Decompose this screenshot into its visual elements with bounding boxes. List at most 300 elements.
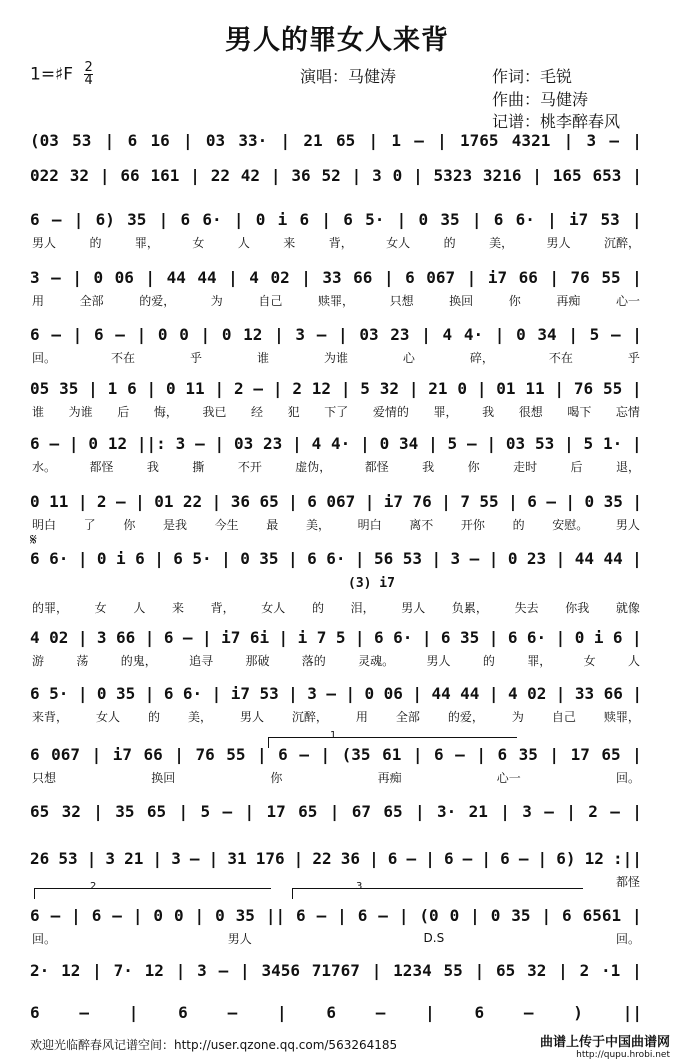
note-group: 6 [405, 267, 415, 287]
note-group: – [316, 905, 327, 925]
note-group: 6· [49, 548, 69, 568]
barline: | [354, 627, 365, 647]
barline: | [280, 130, 291, 150]
note-group: – [378, 905, 388, 925]
note-group: (03 [30, 130, 59, 150]
staff-system [30, 846, 642, 889]
note-group: 0 [364, 683, 375, 703]
note-group: 65 [298, 801, 318, 821]
barline: | [88, 378, 98, 398]
lyric-word: 不在 [110, 350, 135, 365]
barline: | [190, 165, 200, 185]
barline: | [549, 267, 560, 287]
note-group: 5· [192, 548, 212, 568]
note-group: 23 [263, 433, 283, 453]
note-group: 6· [326, 548, 346, 568]
barline: | [214, 433, 225, 453]
note-group: 0 [153, 905, 164, 925]
staff-system [30, 489, 642, 532]
watermark-site-name: 曲谱上传于中国曲谱网 [539, 1035, 670, 1050]
note-group: 6 [374, 627, 384, 647]
barline: | [632, 744, 642, 764]
note-group: 55 [443, 960, 463, 980]
note-group: – [610, 801, 620, 821]
barline: | [471, 209, 482, 229]
barline: | [154, 548, 164, 568]
lyric-word: 心一 [615, 293, 640, 308]
barline: | [351, 165, 362, 185]
note-group: 176 [255, 848, 285, 868]
lyric-word: 都怪 [89, 459, 114, 474]
barline: | [564, 433, 574, 453]
note-group: – [406, 848, 417, 868]
note-group: 6561 [582, 905, 622, 925]
note-group: 02 [270, 267, 290, 287]
note-group: 17 [266, 801, 286, 821]
lyric-word: 罪， [134, 235, 159, 250]
note-group: 4· [463, 324, 484, 344]
lyric-word: 开你 [460, 517, 485, 532]
barline: | [412, 683, 422, 703]
staff-system [30, 742, 642, 785]
note-group: 653 [592, 165, 622, 185]
lyricist-credit: 作词：毛锐 [492, 67, 573, 86]
barline: | [632, 433, 642, 453]
note-group: 3 [586, 130, 597, 150]
note-group: – [299, 744, 309, 764]
notation-line [30, 846, 642, 870]
lyric-word: 人 [237, 235, 250, 250]
note-group: 0 [516, 324, 526, 344]
barline: | [329, 801, 340, 821]
staff-system [30, 681, 642, 724]
barline: | [421, 324, 431, 344]
note-group: 12 [584, 848, 604, 868]
barline: | [93, 801, 103, 821]
barline: | [568, 324, 578, 344]
lyric-word: 泪， [350, 600, 375, 615]
note-group: 53 [600, 209, 620, 229]
note-group: 34 [537, 324, 557, 344]
alternate-notes: (3) i7 [348, 576, 395, 591]
note-group: 6) [556, 848, 576, 868]
note-group: – [462, 848, 473, 868]
lyric-word: 来 [171, 600, 184, 615]
barline: | [632, 548, 642, 568]
singer-credit: 演唱：马健涛 [300, 67, 397, 86]
lyric-word: 背， [328, 235, 353, 250]
note-group: 32 [61, 801, 81, 821]
lyric-word: 追寻 [189, 653, 214, 668]
note-group: 55 [601, 267, 621, 287]
barline: | [563, 130, 574, 150]
note-group: 5· [49, 683, 69, 703]
barline: | [293, 848, 304, 868]
barline: | [494, 324, 505, 344]
lyric-word: 的 [443, 235, 456, 250]
barline: | [368, 130, 379, 150]
note-group: 2 [579, 960, 590, 980]
note-group: 0 [457, 378, 467, 398]
lyric-word: 美， [187, 709, 212, 724]
lyric-word: 落的 [301, 653, 326, 668]
note-group: 1234 [393, 960, 432, 980]
note-group: – [610, 324, 621, 344]
time-bottom: 4 [84, 73, 93, 88]
barline: | [132, 905, 143, 925]
barline: | [128, 1002, 139, 1022]
lyric-word: 的 [482, 653, 495, 668]
note-group: 6 [507, 627, 518, 647]
note-group: 61 [382, 744, 402, 764]
note-group: 44 [603, 548, 623, 568]
note-group: 33 [322, 267, 342, 287]
note-group: 6· [393, 627, 413, 647]
barline: | [146, 378, 157, 398]
lyric-word: 沉醉， [291, 709, 328, 724]
note-group: 7 [460, 491, 470, 511]
note-group: 4 [311, 433, 322, 453]
note-group: 6 [178, 1002, 188, 1022]
lyric-word: 来背， [32, 709, 69, 724]
lyric-word: 换回 [151, 770, 176, 785]
note-group: 65 [335, 130, 356, 150]
lyric-word: 我 [146, 459, 159, 474]
barline: | [431, 548, 442, 568]
barline: || [265, 905, 286, 925]
barline: | [91, 744, 102, 764]
barline: | [276, 1002, 287, 1022]
note-group: 65 [30, 801, 50, 821]
note-group: 44 [574, 548, 594, 568]
note-group: 0 [221, 324, 232, 344]
lyric-word: 悔， [153, 404, 178, 419]
lyric-word: 经 [251, 404, 264, 419]
note-group: 7· [113, 960, 133, 980]
lyric-word: 男人 [546, 235, 571, 250]
barline: | [532, 165, 542, 185]
note-group: 53 [259, 683, 279, 703]
transcriber-credit: 记谱：桃李醉春风 [492, 112, 621, 131]
note-group: 6 [493, 209, 504, 229]
note-group: 35 [460, 627, 480, 647]
note-group: 11 [525, 378, 545, 398]
note-group: 6 [278, 744, 288, 764]
lyric-word: 很想 [518, 404, 543, 419]
lyric-word: 男人 [426, 653, 451, 668]
staff-system [30, 163, 642, 203]
lyric-word: 爱情的 [372, 404, 409, 419]
note-group: 6 [30, 683, 40, 703]
note-group: – [112, 905, 122, 925]
note-group: 36 [340, 848, 360, 868]
note-group: – [467, 433, 477, 453]
barline: | [337, 905, 347, 925]
lyric-word: 明白 [357, 517, 382, 532]
note-group: 31 [227, 848, 247, 868]
note-group: 16 [150, 130, 170, 150]
lyric-word: 离不 [409, 517, 434, 532]
volta-number-1: 1 [330, 730, 337, 741]
note-group: 3 [175, 433, 186, 453]
note-group: – [375, 1002, 386, 1022]
barline: | [145, 267, 156, 287]
note-group: 6 [135, 548, 145, 568]
note-group: 71767 [311, 960, 360, 980]
barline: | [144, 627, 155, 647]
note-group: 6 [127, 378, 137, 398]
notation-line [30, 376, 642, 400]
barline: | [470, 905, 480, 925]
barline: | [211, 491, 222, 511]
notation-line [30, 431, 642, 455]
note-group: 1765 [460, 130, 499, 150]
footer-blog-link[interactable]: 欢迎光临醉春风记谱空间：http://user.qzone.qq.com/563264185 [30, 1038, 398, 1052]
barline: | [508, 491, 518, 511]
lyric-word: 我已 [202, 404, 227, 419]
barline: | [182, 130, 193, 150]
note-group: – [253, 378, 264, 398]
barline: | [632, 209, 642, 229]
note-group: 35 [518, 744, 538, 764]
lyric-word: 犯 [287, 404, 300, 419]
lyric-word: 了 [83, 517, 96, 532]
note-group: 35 [115, 801, 135, 821]
note-group: 11 [185, 378, 205, 398]
barline: | [441, 491, 451, 511]
note-group: 35 [440, 209, 460, 229]
note-group: 44 [460, 683, 480, 703]
note-group: 6 [30, 744, 40, 764]
lyric-word: 下了 [324, 404, 349, 419]
note-group: 6 [91, 905, 102, 925]
barline: | [99, 165, 110, 185]
lyric-word: 的鬼， [120, 653, 157, 668]
lyric-word: 背， [210, 600, 235, 615]
barline: | [288, 491, 298, 511]
note-group: 6 [497, 744, 508, 764]
barline: | [77, 491, 88, 511]
barline: | [257, 744, 267, 764]
note-group: i [116, 548, 126, 568]
lyric-word: 后 [570, 459, 583, 474]
segno-sign: 𝄋 [30, 530, 37, 549]
barline: | [632, 905, 642, 925]
note-group: 6 [163, 627, 174, 647]
barline: | [194, 905, 205, 925]
note-group: 0 [215, 905, 225, 925]
staff-system [30, 376, 642, 419]
note-group: 55 [226, 744, 246, 764]
note-group: 23 [526, 548, 547, 568]
note-group: – [227, 1002, 238, 1022]
note-group: 3 [197, 960, 207, 980]
barline: | [77, 548, 88, 568]
notation-line [30, 903, 642, 927]
note-group: 3 [307, 683, 317, 703]
lyric-word: 女人 [95, 709, 120, 724]
note-group: 65 [146, 801, 167, 821]
note-group: – [50, 905, 61, 925]
lyric-word: 女 [192, 235, 205, 250]
note-group: 32 [379, 378, 400, 398]
volta-bracket-1 [268, 737, 517, 748]
note-group: 33· [238, 130, 268, 150]
note-group: 21 [124, 848, 144, 868]
lyric-word: 的罪， [32, 600, 69, 615]
note-group: – [316, 324, 327, 344]
barline: | [632, 165, 642, 185]
note-group: 6 [434, 744, 444, 764]
note-group: 2 [292, 378, 302, 398]
lyric-word: 的爱， [447, 709, 484, 724]
note-group: 12 [243, 324, 263, 344]
barline: || [622, 1002, 642, 1022]
note-group: 0 [379, 433, 390, 453]
barline: | [152, 848, 163, 868]
note-group: 2· [30, 960, 50, 980]
note-group: 3 [105, 848, 116, 868]
lyric-word: 男人 [615, 517, 640, 532]
lyric-word: 回。 [615, 770, 640, 785]
note-group: 6 [387, 848, 398, 868]
note-group: – [51, 267, 61, 287]
staff-system [30, 431, 642, 474]
note-group: 5 [447, 433, 458, 453]
barline: | [413, 165, 423, 185]
barline: | [340, 378, 351, 398]
lyric-word: 自己 [258, 293, 283, 308]
lyric-word: 全部 [395, 709, 420, 724]
lyric-word: 撕 [192, 459, 205, 474]
note-group: ·1 [601, 960, 621, 980]
note-group: 6 [30, 548, 40, 568]
note-group: 2 [96, 491, 107, 511]
notation-line [30, 625, 642, 649]
note-group: 35 [59, 378, 79, 398]
lyric-word: 人 [627, 653, 640, 668]
note-group: 76 [570, 267, 590, 287]
note-group: 6 [307, 548, 317, 568]
staff-system [30, 128, 642, 168]
lyric-word: 为 [511, 709, 524, 724]
lyric-word: 赎罪， [317, 293, 354, 308]
note-group: 42 [240, 165, 261, 185]
lyric-word: D.S [423, 931, 445, 945]
note-group: 03 [233, 433, 254, 453]
note-group: – [218, 960, 229, 980]
note-group: 03 [205, 130, 226, 150]
note-group: 6· [202, 209, 222, 229]
note-group: 6 [30, 209, 40, 229]
note-group: 56 [374, 548, 394, 568]
note-group: 0 [449, 905, 460, 925]
note-group: 0 [418, 209, 429, 229]
lyric-word: 男人 [227, 931, 252, 946]
note-group: 3 [171, 848, 181, 868]
lyric-word: 心一 [496, 770, 521, 785]
note-group: – [182, 627, 193, 647]
barline: | [228, 267, 238, 287]
barline: | [500, 801, 510, 821]
barline: | [632, 491, 642, 511]
note-group: 55 [479, 491, 499, 511]
lyric-word: 游 [32, 653, 45, 668]
lyric-word: 最 [266, 517, 279, 532]
lyric-word: 罪， [527, 653, 552, 668]
barline: | [428, 433, 438, 453]
note-group: 0 [574, 627, 585, 647]
note-group: 21 [468, 801, 488, 821]
notation-line [30, 128, 642, 152]
lyric-word: 女人 [261, 600, 286, 615]
barline: | [415, 801, 425, 821]
note-group: – [455, 744, 465, 764]
note-group: – [326, 683, 336, 703]
lyric-word: 今生 [214, 517, 239, 532]
lyric-word: 你 [508, 293, 521, 308]
note-group: – [414, 130, 424, 150]
note-group: 6 [440, 627, 451, 647]
note-group: 0 [173, 905, 184, 925]
note-group: 6 [180, 209, 191, 229]
barline: | [632, 627, 642, 647]
note-group: (35 [341, 744, 371, 764]
note-group: 5 [200, 801, 211, 821]
lyric-word: 女人 [386, 235, 411, 250]
barline: | [547, 209, 557, 229]
barline: | [632, 683, 642, 703]
barline: | [371, 960, 382, 980]
barline: | [488, 548, 499, 568]
note-group: – [51, 324, 61, 344]
barline: | [558, 960, 568, 980]
note-group: 35 [511, 905, 531, 925]
barline: | [354, 548, 365, 568]
note-group: 6 [612, 627, 623, 647]
lyric-word: 我 [482, 404, 495, 419]
barline: | [136, 324, 147, 344]
note-group: 66 [518, 267, 538, 287]
lyric-word: 回。 [32, 350, 57, 365]
note-group: 0 [30, 491, 40, 511]
note-group: 6 [443, 848, 454, 868]
note-group: 6 [30, 905, 40, 925]
lyric-word: 谁 [256, 350, 269, 365]
lyric-word: 都怪 [364, 459, 389, 474]
note-group: 66 [603, 683, 623, 703]
barline: | [408, 378, 419, 398]
barline: | [77, 683, 88, 703]
composer-credit: 作曲：马健涛 [492, 90, 589, 109]
barline: | [72, 324, 83, 344]
note-group: 6 [30, 324, 40, 344]
staff-system [30, 207, 642, 250]
lyric-word: 碎， [469, 350, 494, 365]
lyric-word: 是我 [162, 517, 187, 532]
note-group: 53 [402, 548, 422, 568]
notation-line [30, 163, 642, 187]
lyric-word: 退， [615, 459, 640, 474]
barline: | [549, 744, 560, 764]
note-group: 21 [428, 378, 448, 398]
lyric-word: 的爱， [139, 293, 176, 308]
lyric-word: 回。 [615, 931, 640, 946]
lyric-word: 用 [355, 709, 368, 724]
lyric-word: 后 [117, 404, 130, 419]
notation-line [30, 1000, 642, 1024]
lyric-word: 为谁 [323, 350, 348, 365]
